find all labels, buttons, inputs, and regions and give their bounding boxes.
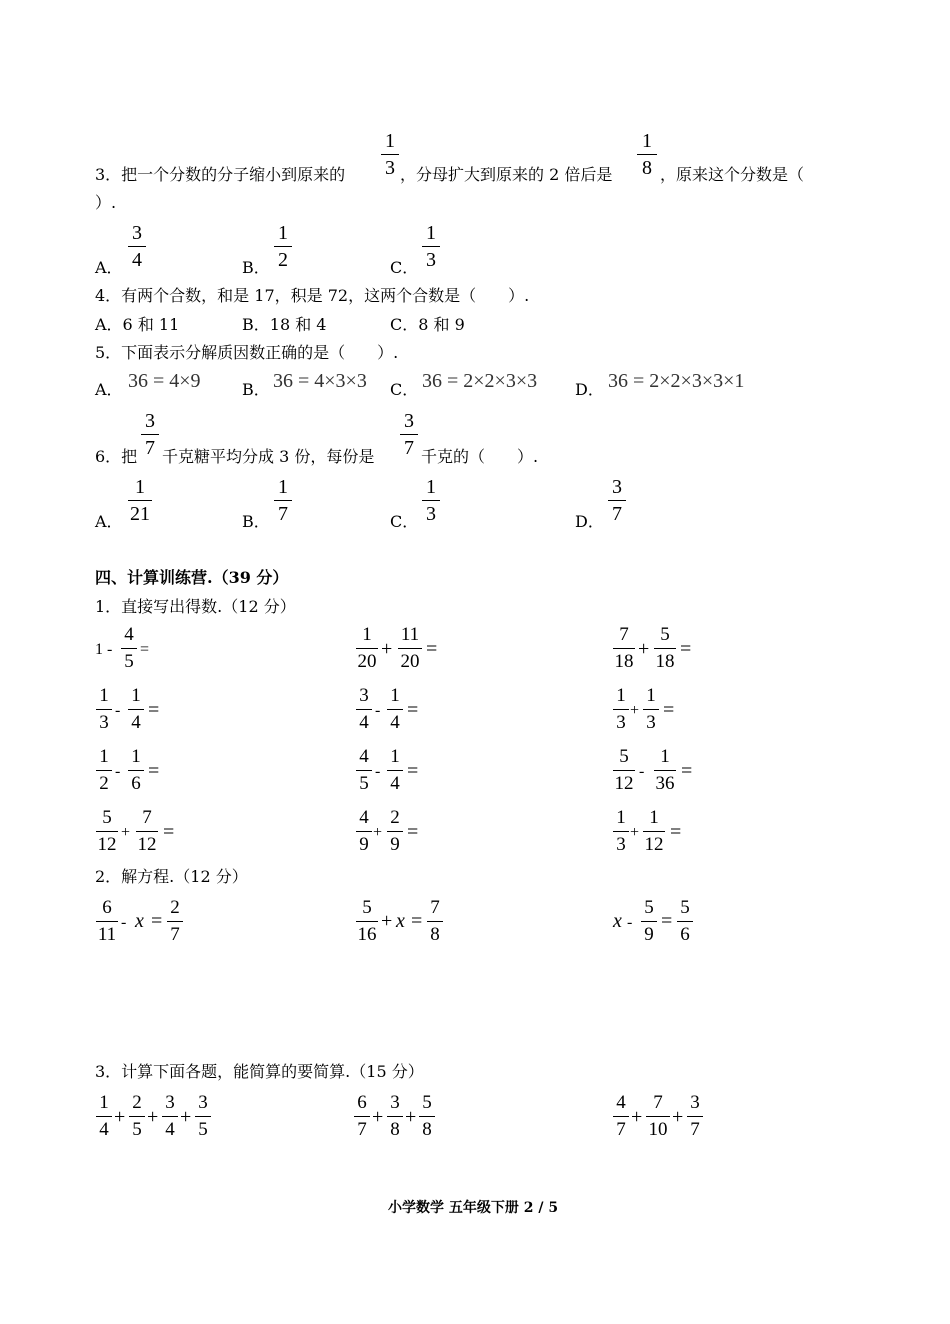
section4-part2-heading: 2．解方程.（12 分） (95, 867, 248, 886)
q4-option-c: C．8 和 9 (390, 315, 465, 334)
q5-option-b-expr: 36 = 4×3×3 (273, 370, 367, 392)
q5-option-d-expr: 36 = 2×2×3×3×1 (608, 370, 745, 392)
q4-text: 4．有两个合数，和是 17，积是 72，这两个合数是（ ）. (95, 286, 530, 305)
q3-text-d: ）. (95, 193, 117, 212)
q3-option-b-fraction: 1 2 (273, 220, 293, 273)
math-equals: = (411, 910, 423, 932)
math-plus: + (372, 1106, 384, 1128)
q4-option-a: A．6 和 11 (95, 315, 180, 334)
math-plus: + (638, 638, 650, 660)
math-plus: + (630, 824, 640, 841)
math-fraction: 1 20 (357, 624, 377, 672)
q6-text-b: 千克糖平均分成 3 份，每份是 (162, 447, 375, 466)
math-equals: = (681, 760, 693, 782)
math-fraction: 3 4 (161, 1090, 179, 1143)
q3-option-b-label: B． (242, 258, 270, 277)
math-fraction: 3 5 (194, 1090, 212, 1143)
math-term: 1 - (95, 641, 113, 658)
math-plus: + (631, 1106, 643, 1128)
math-plus: + (147, 1106, 159, 1128)
q5-option-c-expr: 36 = 2×2×3×3 (422, 370, 538, 392)
math-plus: + (381, 910, 393, 932)
math-plus: + (405, 1106, 417, 1128)
math-minus: - (115, 702, 121, 719)
q3-option-a-fraction: 3 4 (127, 220, 147, 273)
math-minus: - (121, 914, 127, 931)
math-fraction: 4 7 (612, 1090, 630, 1143)
q6-option-a-label: A． (95, 512, 123, 531)
q3-text-a: 3．把一个分数的分子缩小到原来的 (95, 165, 346, 184)
math-plus: + (121, 824, 131, 841)
math-fraction: 5 16 (357, 897, 377, 945)
q6-fraction-1: 3 7 (140, 408, 160, 461)
math-fraction: 7 18 (614, 624, 634, 672)
math-equals: = (140, 641, 150, 658)
math-minus: - (375, 702, 381, 719)
math-fraction: 1 3 (95, 683, 113, 736)
math-fraction: 2 7 (166, 895, 184, 948)
q3-option-a-label: A． (95, 258, 123, 277)
math-equals: = (407, 760, 419, 782)
math-fraction: 1 4 (127, 683, 145, 736)
math-equals: = (426, 638, 438, 660)
math-fraction: 5 9 (640, 895, 658, 948)
math-variable: x (135, 910, 144, 932)
math-fraction: 4 5 (355, 744, 373, 797)
q5-option-a-expr: 36 = 4×9 (128, 370, 201, 392)
q6-fraction-2: 3 7 (399, 408, 419, 461)
math-fraction: 5 8 (418, 1090, 436, 1143)
q5-option-c-label: C． (390, 380, 419, 399)
math-equals: = (680, 638, 692, 660)
math-fraction: 5 12 (614, 746, 634, 794)
math-minus: - (115, 763, 121, 780)
q6-option-a-fraction: 1 21 (130, 476, 150, 525)
math-equals: = (407, 821, 419, 843)
q4-option-b: B．18 和 4 (242, 315, 327, 334)
math-plus: + (672, 1106, 684, 1128)
q3-fraction-1: 1 3 (380, 128, 400, 181)
q3-text-b: ，分母扩大到原来的 2 倍后是 (400, 165, 613, 184)
math-equals: = (407, 699, 419, 721)
q6-text-a: 6．把 (95, 447, 138, 466)
math-equals: = (661, 910, 673, 932)
math-equals: = (663, 699, 675, 721)
math-equals: = (670, 821, 682, 843)
q6-option-d-fraction: 3 7 (607, 474, 627, 527)
math-plus: + (180, 1106, 192, 1128)
math-equals: = (163, 821, 175, 843)
math-fraction: 1 36 (655, 746, 675, 794)
section4-part1-heading: 1．直接写出得数.（12 分） (95, 597, 296, 616)
math-fraction: 2 5 (128, 1090, 146, 1143)
q5-option-a-label: A． (95, 380, 123, 399)
math-fraction: 1 3 (642, 683, 660, 736)
math-fraction: 3 4 (355, 683, 373, 736)
math-fraction: 6 7 (353, 1090, 371, 1143)
math-fraction: 7 8 (426, 895, 444, 948)
q3-option-c-label: C． (390, 258, 419, 277)
math-minus: - (627, 914, 633, 931)
q5-option-d-label: D． (575, 380, 604, 399)
math-fraction: 1 3 (612, 683, 630, 736)
math-fraction: 5 18 (655, 624, 675, 672)
math-plus: + (114, 1106, 126, 1128)
math-fraction: 1 4 (95, 1090, 113, 1143)
math-equals: = (148, 760, 160, 782)
q6-option-c-fraction: 1 3 (421, 474, 441, 527)
math-fraction: 1 2 (95, 744, 113, 797)
math-fraction: 7 12 (137, 807, 157, 855)
section4-part3-heading: 3．计算下面各题，能简算的要简算.（15 分） (95, 1062, 424, 1081)
math-variable: x (396, 910, 405, 932)
math-fraction: 5 12 (97, 807, 117, 855)
math-fraction: 1 12 (644, 807, 664, 855)
q6-text-c: 千克的（ ）. (421, 447, 539, 466)
math-minus: - (639, 763, 645, 780)
math-fraction: 3 7 (686, 1090, 704, 1143)
math-equals: = (148, 699, 160, 721)
math-equals: = (151, 910, 163, 932)
math-plus: + (630, 702, 640, 719)
q3-fraction-2: 1 8 (636, 128, 658, 181)
q6-option-d-label: D． (575, 512, 604, 531)
math-variable: x (613, 910, 622, 932)
math-plus: + (373, 824, 383, 841)
q6-option-c-label: C． (390, 512, 419, 531)
q5-option-b-label: B． (242, 380, 270, 399)
section4-title: 四、计算训练营.（39 分） (95, 568, 289, 587)
q3-option-c-fraction: 1 3 (421, 220, 441, 273)
math-fraction: 1 3 (612, 805, 630, 858)
math-fraction: 1 6 (127, 744, 145, 797)
math-plus: + (381, 638, 393, 660)
math-fraction: 5 6 (676, 895, 694, 948)
page-footer: 小学数学 五年级下册 2 / 5 (388, 1200, 559, 1216)
q3-text-c: ，原来这个分数是（ (660, 165, 805, 184)
math-fraction: 4 9 (355, 805, 373, 858)
q5-text: 5．下面表示分解质因数正确的是（ ）. (95, 343, 399, 362)
math-fraction: 1 4 (386, 683, 404, 736)
math-fraction: 4 5 (120, 622, 138, 675)
math-fraction: 6 11 (97, 897, 117, 945)
math-fraction: 1 4 (386, 744, 404, 797)
q6-option-b-label: B． (242, 512, 270, 531)
math-fraction: 11 20 (397, 622, 423, 675)
math-fraction: 7 10 (645, 1090, 671, 1143)
math-minus: - (375, 763, 381, 780)
math-fraction: 3 8 (386, 1090, 404, 1143)
q6-option-b-fraction: 1 7 (273, 474, 293, 527)
math-fraction: 2 9 (386, 805, 404, 858)
